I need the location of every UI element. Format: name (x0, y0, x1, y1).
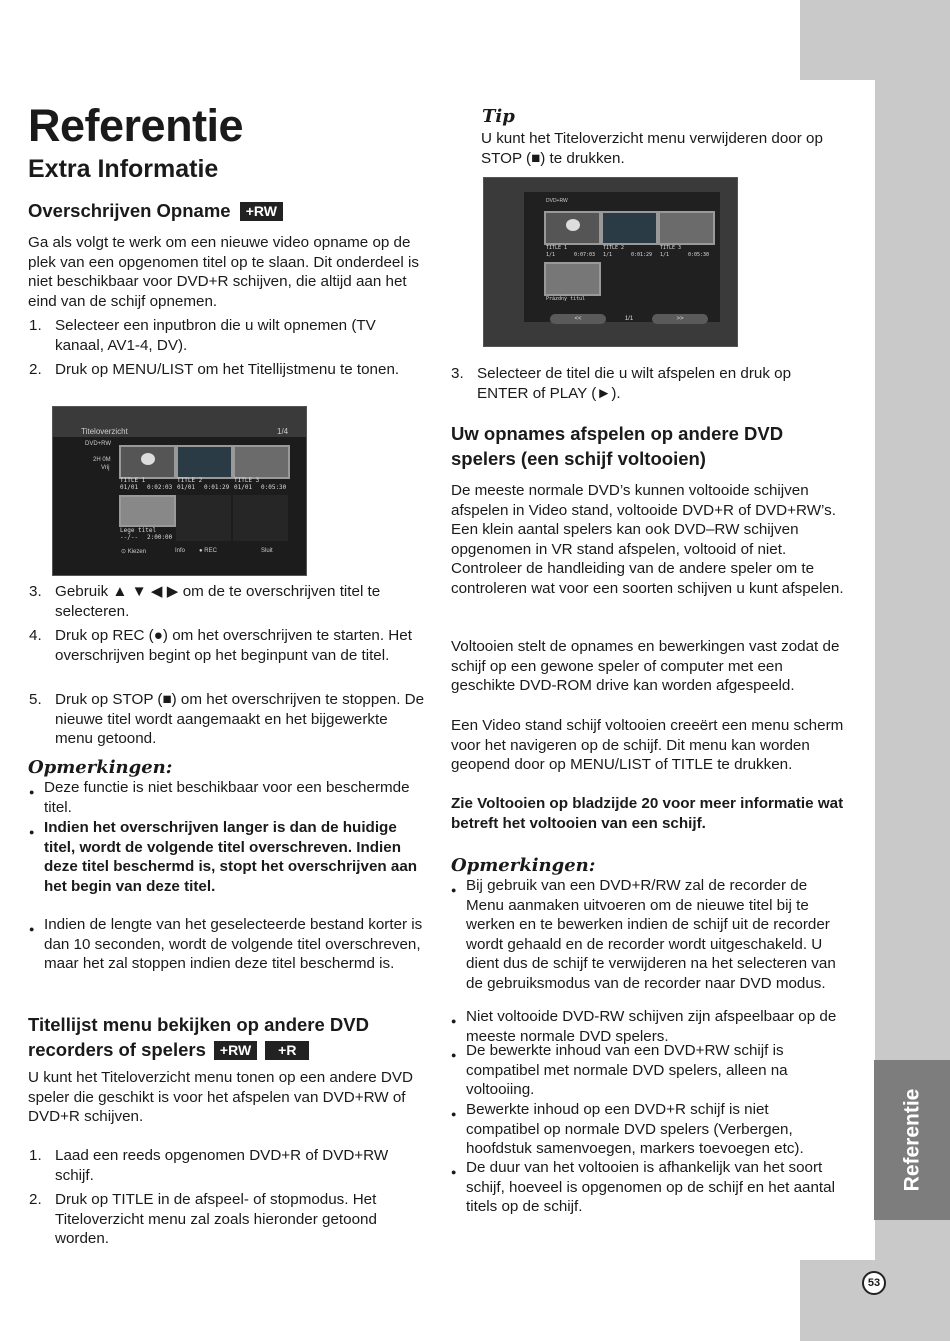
note-text: Bewerkte inhoud op een DVD+R schijf is niet compatibel op normale DVD spelers (Verbergen, hoofdstuk samenvoegen, markers toevoegen etc). (466, 1101, 804, 1158)
step-number: 2. (29, 361, 42, 378)
screen-disc: DVD+RW (85, 441, 112, 447)
step-text: Druk op STOP (■) om het overschrijven te stoppen. De nieuwe titel wordt aangemaakt en het bijgewerkte menu getoond. (55, 691, 425, 748)
finalize-heading-line1: Uw opnames afspelen op andere DVD (451, 423, 784, 444)
step-text: Selecteer een inputbron die u wilt opnemen (TV kanaal, AV1-4, DV). (55, 317, 376, 354)
title-2-time: 0:01:29 (204, 484, 230, 491)
title-1-name: TITLE 1 (120, 477, 146, 484)
rw-badge: +RW (240, 202, 283, 221)
titlelist-heading-line2: recorders of spelers +RW +R (28, 1037, 428, 1062)
title-thumb-2 (176, 445, 233, 479)
finalize-para-1: De meeste normale DVD’s kunnen voltooide schijven afspelen in Video stand, voltooide DVD+R of DVD+RW’s. Een klein aantal spelers kan ook DVD–RW schijven opgenomen in VR stand afspelen, voltooid of niet. Controleer de handleiding van de andere speler om te controleren wat voor een soorten schijven u kunt afspelen. (451, 482, 844, 597)
step-number: 4. (29, 627, 42, 644)
menu-page-indicator: 1/1 (624, 316, 634, 322)
step-number: 1. (29, 317, 42, 334)
screen-free-time: 2H 0M (93, 457, 111, 463)
footer-info: Info (175, 548, 186, 554)
overwrite-notes-heading: Opmerkingen: (28, 757, 173, 778)
titlelist-heading-line1: Titellijst menu bekijken op andere DVD (28, 1014, 369, 1035)
menu-empty-title: Prázdný titul (546, 296, 586, 302)
note-text: De duur van het voltooien is afhankelijk van het soort schijf, hoeveel is opgenomen op de schijf en het aantal titels op de schijf. (466, 1159, 835, 1216)
title-list-screen (52, 406, 307, 576)
overwrite-heading-text: Overschrijven Opname (28, 200, 231, 221)
empty-title-thumb (119, 495, 176, 527)
empty-title-time: 2:00:00 (147, 534, 173, 541)
title-3-info: 01/01 (234, 484, 253, 491)
moon-image (141, 453, 155, 465)
step-text: Druk op MENU/LIST om het Titellijstmenu te tonen. (55, 361, 400, 378)
note-text: Bij gebruik van een DVD+R/RW zal de recorder de Menu aanmaken uitvoeren om de nieuwe titel bij te werken en te bewerken indien de schijf uit de recorder wordt gehaald en de recorder wordt uitgeschakeld. U dient dus de schijf te verwijderen na het selecteren van de gebruiksmodus van de recorder naar DVD modus. (466, 877, 836, 992)
r-badge: +R (265, 1041, 309, 1060)
title-3-name: TITLE 3 (234, 477, 260, 484)
menu-prev-button[interactable]: << (550, 314, 606, 324)
step-number: 2. (29, 1191, 42, 1208)
menu-disc: DVD+RW (546, 198, 568, 204)
bullet-icon: ● (451, 1016, 457, 1026)
screen-page: 1/4 (277, 427, 289, 436)
menu-empty-thumb (544, 262, 601, 296)
page-title: Referentie (28, 100, 244, 151)
step-text: Laad een reeds opgenomen DVD+R of DVD+RW schijf. (55, 1147, 389, 1184)
section-side-tab (874, 1060, 950, 1220)
empty-title-info: --/-- (120, 534, 139, 541)
title-1-time: 0:02:03 (147, 484, 173, 491)
footer-rec: ● REC (199, 548, 217, 554)
empty-slot (176, 495, 231, 541)
note-text: Deze functie is niet beschikbaar voor een beschermde titel. (44, 779, 410, 816)
title-thumb-1 (119, 445, 176, 479)
finalize-heading (451, 421, 851, 471)
step-text: Selecteer de titel die u wilt afspelen en druk op ENTER of PLAY (►). (477, 365, 792, 402)
overwrite-intro: Ga als volgt te werk om een nieuwe video opname op de plek van een opgenomen titel op te slaan. Dit onderdeel is niet beschikbaar voor DVD+R schijven, die altijd aan het eind van de schijf opnemen. (28, 234, 419, 310)
step-text: Gebruik ▲ ▼ ◀ ▶ om de te overschrijven titel te selecteren. (55, 583, 381, 620)
finalize-para-2: Voltooien stelt de opnames en bewerkingen vast zodat de schijf op een gewone speler of computer met een geschikte DVD-ROM drive kan worden afgespeeld. (451, 638, 840, 695)
bullet-icon: ● (29, 787, 35, 797)
step-number: 3. (451, 365, 464, 382)
title-2-name: TITLE 2 (177, 477, 203, 484)
bullet-icon: ● (29, 924, 35, 934)
step-text: Druk op TITLE in de afspeel- of stopmodus. Het Titeloverzicht menu zal zoals hieronder getoond worden. (55, 1191, 377, 1248)
note-text: De bewerkte inhoud van een DVD+RW schijf is compatibel met normale DVD spelers, alleen na voltooiing. (466, 1042, 788, 1099)
note-text: Niet voltooide DVD-RW schijven zijn afspeelbaar op de meeste normale DVD spelers. (466, 1008, 837, 1045)
menu-title-1-info: 1/1 (546, 252, 556, 258)
bullet-icon: ● (29, 827, 35, 837)
tip-heading: Tip (482, 106, 515, 127)
empty-title-name: Lege titel (120, 527, 157, 534)
step-text: Druk op REC (●) om het overschrijven te starten. Het overschrijven begint op het beginpunt van de titel. (55, 627, 412, 664)
title-3-time: 0:05:30 (261, 484, 287, 491)
title-menu-screen (483, 177, 738, 347)
menu-title-2-time: 0:01:29 (631, 252, 653, 258)
menu-title-2-info: 1/1 (603, 252, 613, 258)
finalize-para-3: Een Video stand schijf voltooien creeërt een menu scherm voor het navigeren op de schijf. Dit menu kan worden geopend door op MENU/LIST of TITLE te drukken. (451, 717, 844, 774)
bullet-icon: ● (451, 1109, 457, 1119)
menu-title-3-time: 0:05:30 (688, 252, 710, 258)
menu-title-2-name: TITLE 2 (603, 245, 625, 251)
finalize-heading-line2: spelers (een schijf voltooien) (451, 448, 706, 469)
menu-title-1-time: 0:07:03 (574, 252, 596, 258)
finalize-para-4: Zie Voltooien op bladzijde 20 voor meer informatie wat betreft het voltooien van een schijf. (451, 795, 844, 832)
overwrite-heading (28, 198, 428, 223)
menu-title-3-name: TITLE 3 (660, 245, 682, 251)
side-tab-label: Referentie (900, 1088, 924, 1192)
finalize-notes-heading: Opmerkingen: (451, 855, 596, 876)
screen-free-label: Vrij (101, 465, 110, 471)
screen-header: Titeloverzicht (81, 427, 128, 436)
empty-slot (233, 495, 288, 541)
footer-close: Sluit (261, 548, 273, 554)
note-text: Indien het overschrijven langer is dan de huidige titel, wordt de volgende titel overschreven. Indien deze titel beschermd is, stopt het overschrijven aan het begin van deze titel. (44, 819, 418, 895)
menu-title-1-name: TITLE 1 (546, 245, 568, 251)
menu-thumb-3 (658, 211, 715, 245)
titlelist-heading (28, 1012, 428, 1062)
title-thumb-3 (233, 445, 290, 479)
menu-next-button[interactable]: >> (652, 314, 708, 324)
section-title: Extra Informatie (28, 155, 219, 183)
rw-badge: +RW (214, 1041, 257, 1060)
menu-thumb-2 (601, 211, 658, 245)
bullet-icon: ● (451, 885, 457, 895)
step-number: 5. (29, 691, 42, 708)
footer-select: ⊙ Kiezen (121, 549, 147, 555)
page-number: 53 (862, 1271, 886, 1295)
moon-image (566, 219, 580, 231)
bullet-icon: ● (451, 1167, 457, 1177)
titlelist-intro: U kunt het Titeloverzicht menu tonen op een andere DVD speler die geschikt is voor het afspelen van DVD+RW of DVD+R schijven. (28, 1069, 413, 1126)
menu-thumb-1 (544, 211, 601, 245)
tip-text: U kunt het Titeloverzicht menu verwijderen door op STOP (■) te drukken. (481, 130, 823, 167)
title-1-info: 01/01 (120, 484, 139, 491)
title-2-info: 01/01 (177, 484, 196, 491)
menu-title-3-info: 1/1 (660, 252, 670, 258)
bullet-icon: ● (451, 1050, 457, 1060)
note-text: Indien de lengte van het geselecteerde bestand korter is dan 10 seconden, wordt de volgende titel overschreven, maar het zal stoppen indien deze titel beschermd is. (44, 916, 423, 973)
step-number: 3. (29, 583, 42, 600)
step-number: 1. (29, 1147, 42, 1164)
